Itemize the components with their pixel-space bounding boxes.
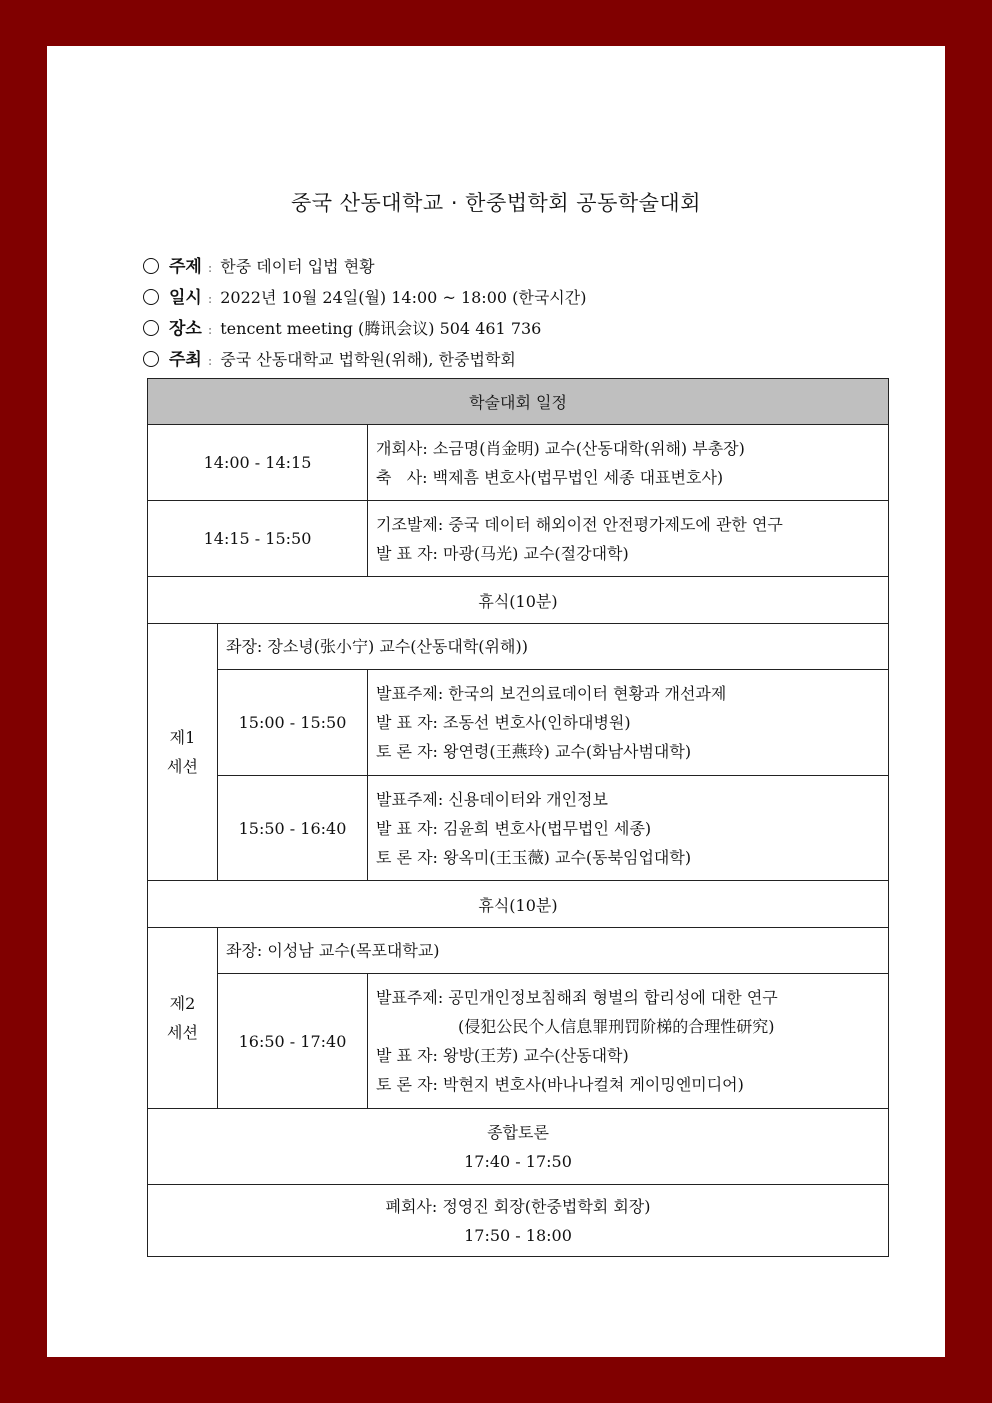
closing-cell: 폐회사: 정영진 회장(한중법학회 회장) 17:50 - 18:00: [148, 1185, 889, 1257]
session2-talk-time: 16:50 - 17:40: [218, 974, 368, 1109]
keynote-row: [148, 501, 889, 577]
session1-talk1-detail: 발표주제: 한국의 보건의료데이터 현황과 개선과제 발 표 자: 조동선 변호사(인하대병원) 토 론 자: 왕연령(王燕玲) 교수(화남사범대학): [368, 670, 889, 776]
closing-row: [148, 1185, 889, 1257]
session2-chair: 좌장: 이성남 교수(목포대학교): [218, 928, 889, 974]
info-list: [143, 252, 586, 376]
session2-talk-detail: 발표주제: 공민개인정보침해죄 형벌의 합리성에 대한 연구 (侵犯公民个人信息罪刑罚阶梯的合理性研究) 발 표 자: 왕방(王芳) 교수(산동대학) 토 론 자: 박현지 변호사(바나나컬쳐 게이밍엔미디어): [368, 974, 889, 1109]
break2-label: 휴식(10분): [148, 881, 889, 928]
circle-bullet-icon: [143, 351, 159, 367]
discussion-cell: 종합토론 17:40 - 17:50: [148, 1109, 889, 1185]
info-topic: 주제 : 한중 데이터 입법 현황: [143, 252, 586, 283]
session1-chair: 좌장: 장소녕(张小宁) 교수(산동대학(위해)): [218, 624, 889, 670]
schedule-header: 학술대회 일정: [148, 379, 889, 425]
session1-talk1-row: [148, 670, 889, 776]
opening-time: 14:00 - 14:15: [148, 425, 368, 501]
info-venue: 장소 : tencent meeting (腾讯会议) 504 461 736: [143, 314, 586, 345]
keynote-detail: 기조발제: 중국 데이터 해외이전 안전평가제도에 관한 연구 발 표 자: 마광(马光) 교수(절강대학): [368, 501, 889, 577]
discussion-row: [148, 1109, 889, 1185]
session2-chair-row: [148, 928, 889, 974]
break1-row: [148, 577, 889, 624]
schedule-table: [147, 378, 889, 1257]
break2-row: [148, 881, 889, 928]
circle-bullet-icon: [143, 258, 159, 274]
opening-row: [148, 425, 889, 501]
session1-talk1-time: 15:00 - 15:50: [218, 670, 368, 776]
session1-talk2-row: [148, 776, 889, 881]
break1-label: 휴식(10분): [148, 577, 889, 624]
session2-talk-row: [148, 974, 889, 1109]
session1-label: 제1 세션: [148, 624, 218, 881]
circle-bullet-icon: [143, 320, 159, 336]
session1-chair-row: [148, 624, 889, 670]
session2-label: 제2 세션: [148, 928, 218, 1109]
session1-talk2-detail: 발표주제: 신용데이터와 개인정보 발 표 자: 김윤희 변호사(법무법인 세종) 토 론 자: 왕옥미(王玉薇) 교수(동북임업대학): [368, 776, 889, 881]
schedule-header-row: [148, 379, 889, 425]
session1-talk2-time: 15:50 - 16:40: [218, 776, 368, 881]
info-date: 일시 : 2022년 10월 24일(월) 14:00 ~ 18:00 (한국시간): [143, 283, 586, 314]
page-title: 중국 산동대학교 · 한중법학회 공동학술대회: [290, 191, 702, 215]
circle-bullet-icon: [143, 289, 159, 305]
info-host: 주최 : 중국 산동대학교 법학원(위해), 한중법학회: [143, 345, 586, 376]
keynote-time: 14:15 - 15:50: [148, 501, 368, 577]
opening-detail: 개회사: 소금명(肖金明) 교수(산동대학(위해) 부총장) 축 사: 백제흠 변호사(법무법인 세종 대표변호사): [368, 425, 889, 501]
